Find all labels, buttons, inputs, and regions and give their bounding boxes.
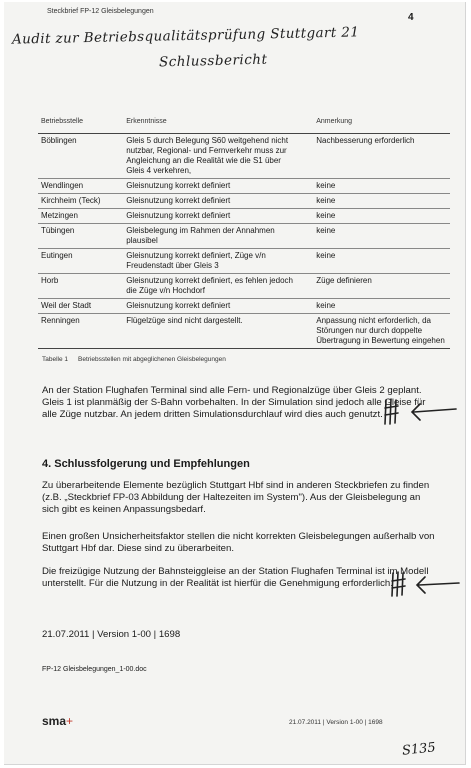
station-cell: Weil der Stadt: [38, 299, 123, 314]
table-caption-label: Tabelle 1: [42, 356, 69, 363]
note-cell: Nachbesserung erforderlich: [302, 134, 450, 179]
finding-cell: Gleisnutzung korrekt definiert: [123, 194, 302, 209]
paragraph-platform-use: Die freizügige Nutzung der Bahnsteiggleise an der Station Flughafen Terminal ist im Modell unterstellt. Für die Nutzung in der Realität ist hierfür die Genehmigung erforderlich.: [42, 566, 429, 589]
finding-cell: Gleisnutzung korrekt definiert, Züge v/n Freudenstadt über Gleis 3: [123, 249, 302, 274]
station-cell: Tübingen: [38, 224, 123, 249]
finding-cell: Gleis 5 durch Belegung S60 weitgehend nicht nutzbar, Regional- und Fernverkehr muss zur Angleichung an die Realität wie die S1 über Gleis 4 verkehren,: [123, 134, 302, 179]
stations-table: [38, 115, 450, 349]
footer-version: 21.07.2011 | Version 1-00 | 1698: [289, 719, 383, 726]
note-cell: keine: [302, 249, 450, 274]
sma-logo: sma+: [42, 714, 74, 728]
note-cell: keine: [302, 179, 450, 194]
handwritten-arrow-mark-2: [389, 567, 464, 601]
finding-cell: Gleisnutzung korrekt definiert: [123, 299, 302, 314]
page-number: 4: [408, 12, 414, 23]
paragraph-flughafen: An der Station Flughafen Terminal sind alle Fern- und Regionalzüge über Gleis 2 geplant. Gleis 1 ist planmäßig der S-Bahn vorbehalten. In der Simulation sind jedoch alle Gleise für alle Züge nutzbar. An jedem dritten Simulationsdurchlauf wird dies auch genutzt.: [42, 385, 426, 420]
note-cell: keine: [302, 194, 450, 209]
table-row: [38, 179, 450, 194]
note-cell: keine: [302, 224, 450, 249]
finding-cell: Gleisbelegung im Rahmen der Annahmen plausibel: [123, 224, 302, 249]
handwritten-page-number: S135: [401, 740, 437, 759]
finding-cell: Gleisnutzung korrekt definiert, es fehlen jedoch die Züge v/n Hochdorf: [123, 274, 302, 299]
table-row: [38, 299, 450, 314]
table-caption-text: Betriebsstellen mit abgeglichenen Gleisbelegungen: [78, 356, 226, 363]
note-cell: Anpassung nicht erforderlich, da Störungen nur durch doppelte Übertragung in Bewertung eingehen: [302, 314, 450, 349]
station-cell: Wendlingen: [38, 179, 123, 194]
station-cell: Renningen: [38, 314, 123, 349]
handwritten-note-title: Audit zur Betriebsqualitätsprüfung Stuttgart 21: [11, 24, 360, 48]
station-cell: Horb: [38, 274, 123, 299]
finding-cell: Gleisnutzung korrekt definiert: [123, 179, 302, 194]
handwritten-note-subtitle: Schlussbericht: [158, 51, 268, 71]
note-cell: keine: [302, 299, 450, 314]
table-body: [38, 134, 450, 349]
section-heading: 4. Schlussfolgerung und Empfehlungen: [42, 458, 250, 470]
column-header: Betriebsstelle: [38, 115, 123, 134]
station-cell: Kirchheim (Teck): [38, 194, 123, 209]
table-row: [38, 194, 450, 209]
finding-cell: Gleisnutzung korrekt definiert: [123, 209, 302, 224]
doc-header-title: Steckbrief FP-12 Gleisbelegungen: [47, 8, 154, 15]
table-row: [38, 209, 450, 224]
table-header-row: [38, 115, 450, 134]
note-cell: keine: [302, 209, 450, 224]
version-line: 21.07.2011 | Version 1-00 | 1698: [42, 629, 181, 640]
table-row: [38, 224, 450, 249]
table-row: [38, 314, 450, 349]
document-page: [4, 2, 466, 765]
table-row: [38, 134, 450, 179]
handwritten-arrow-mark-1: [382, 394, 462, 428]
column-header: Erkenntnisse: [123, 115, 302, 134]
finding-cell: Flügelzüge sind nicht dargestellt.: [123, 314, 302, 349]
paragraph-conclusion: Zu überarbeitende Elemente bezüglich Stuttgart Hbf sind in anderen Steckbriefen zu finden (z.B. „Steckbrief FP-03 Abbildung der Haltezeiten im System"). Aus der Gleisbelegung an sich gibt es keinen Anpassungsbedarf.: [42, 480, 430, 515]
station-cell: Eutingen: [38, 249, 123, 274]
table-row: [38, 249, 450, 274]
table-row: [38, 274, 450, 299]
station-cell: Metzingen: [38, 209, 123, 224]
paragraph-uncertainty: Einen großen Unsicherheitsfaktor stellen die nicht korrekten Gleisbelegungen außerhalb von Stuttgart Hbf dar. Diese sind zu überarbeiten.: [42, 531, 435, 554]
table-caption: [42, 356, 236, 363]
note-cell: Züge definieren: [302, 274, 450, 299]
column-header: Anmerkung: [302, 115, 450, 134]
filename: FP-12 Gleisbelegungen_1-00.doc: [42, 666, 147, 673]
station-cell: Böblingen: [38, 134, 123, 179]
